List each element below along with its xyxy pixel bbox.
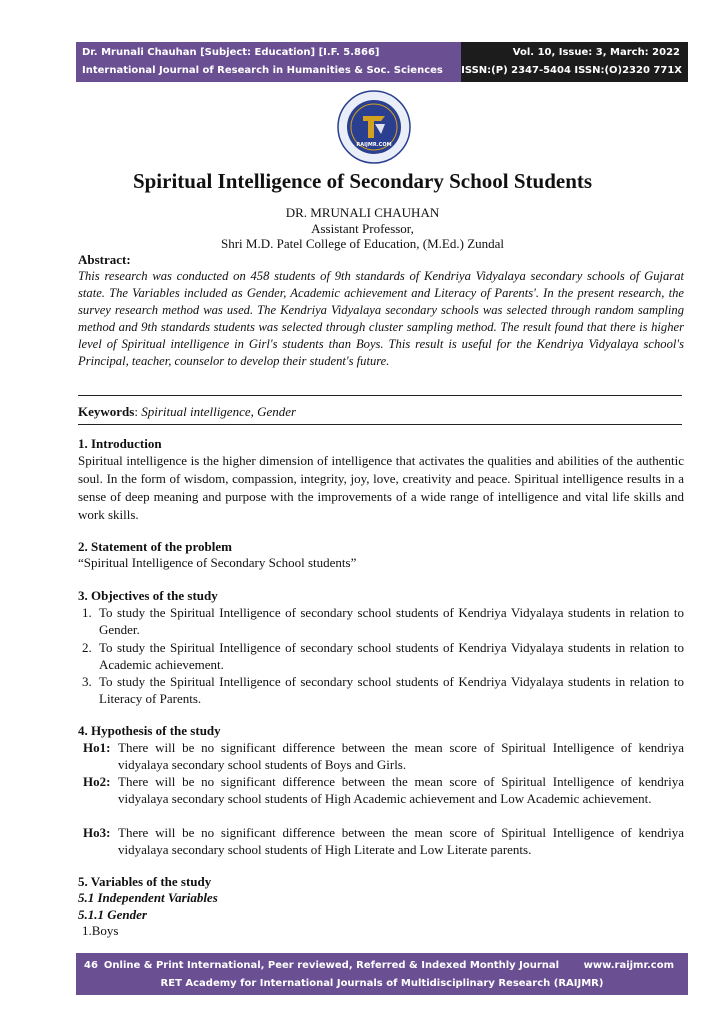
section-problem-text: “Spiritual Intelligence of Secondary School students” bbox=[78, 555, 357, 570]
objective-text: To study the Spiritual Intelligence of secondary school students of Kendriya Vidyalaya students in relation to Academic achievement. bbox=[99, 640, 684, 672]
keywords-line: Keywords: Spiritual intelligence, Gender bbox=[78, 404, 297, 419]
header-journal-name: International Journal of Research in Humanities & Soc. Sciences bbox=[82, 65, 443, 76]
author-name: DR. MRUNALI CHAUHAN bbox=[285, 205, 440, 220]
section-variables-heading: 5. Variables of the study bbox=[78, 874, 212, 889]
footer-url-link[interactable]: www.raijmr.com bbox=[583, 960, 674, 971]
objective-number: 1. bbox=[82, 605, 92, 620]
hypothesis-text: There will be no significant difference between the mean score of Spiritual Intelligence of kendriya vidyalaya secondary school students of Boys and Girls. bbox=[118, 740, 684, 772]
footer-publisher: RET Academy for International Journals of Multidisciplinary Research (RAIJMR) bbox=[160, 978, 604, 989]
header-volume-issue: Vol. 10, Issue: 3, March: 2022 bbox=[512, 47, 680, 58]
section-problem-heading: 2. Statement of the problem bbox=[78, 539, 232, 554]
hypothesis-text: There will be no significant difference between the mean score of Spiritual Intelligence of kendriya vidyalaya secondary school students of High Literate and Low Literate parents. bbox=[118, 825, 684, 857]
journal-footer bbox=[76, 953, 688, 995]
keywords-divider bbox=[78, 424, 682, 425]
hypothesis-label: Ho2: bbox=[83, 774, 111, 789]
hypothesis-label: Ho1: bbox=[83, 740, 111, 755]
hypothesis-item bbox=[83, 824, 684, 858]
abstract-text: This research was conducted on 458 students of 9th standards of Kendriya Vidyalaya secondary schools of Gujarat state. The Variables included as Gender, Academic achievement and Literacy of Parents'. In the present research, the survey research method was used. The Kendriya Vidyalaya secondary schools was selected through random sampling method and 9th standards students was selected through cluster sampling method. The result found that there is higher level of Spiritual intelligence in Girl's students than Boys. This result is useful for the Kendriya Vidyalaya school's Principal, teacher, counselor to develop their student's future. bbox=[78, 269, 684, 368]
objective-item bbox=[82, 673, 684, 707]
keywords-text: Spiritual intelligence, Gender bbox=[141, 404, 297, 419]
journal-header bbox=[76, 42, 688, 82]
footer-journal-description: Online & Print International, Peer reviewed, Referred & Indexed Monthly Journal bbox=[103, 960, 560, 971]
hypothesis-label: Ho3: bbox=[83, 825, 111, 840]
objective-number: 3. bbox=[82, 674, 92, 689]
footer-line1 bbox=[84, 960, 559, 971]
header-author-subject: Dr. Mrunali Chauhan [Subject: Education] [I.F. 5.866] bbox=[82, 47, 380, 58]
author-institution: Shri M.D. Patel College of Education, (M.Ed.) Zundal bbox=[220, 236, 505, 251]
abstract-heading: Abstract: bbox=[78, 252, 131, 267]
objective-item bbox=[82, 604, 684, 638]
hypothesis-item bbox=[83, 773, 684, 807]
section-introduction-heading: 1. Introduction bbox=[78, 436, 162, 451]
header-issn: ISSN:(P) 2347-5404 ISSN:(O)2320 771X bbox=[461, 65, 682, 76]
abstract-divider bbox=[78, 395, 682, 396]
page-number: 46 bbox=[84, 960, 98, 971]
objective-item bbox=[82, 639, 684, 673]
objective-text: To study the Spiritual Intelligence of secondary school students of Kendriya Vidyalaya students in relation to Literacy of Parents. bbox=[99, 674, 684, 706]
section-objectives-heading: 3. Objectives of the study bbox=[78, 588, 218, 603]
author-position: Assistant Professor, bbox=[311, 221, 414, 236]
variable-item-boys: 1.Boys bbox=[82, 923, 119, 938]
header-left-band bbox=[76, 42, 461, 82]
hypothesis-item bbox=[83, 739, 684, 773]
objective-text: To study the Spiritual Intelligence of secondary school students of Kendriya Vidyalaya students in relation to Gender. bbox=[99, 605, 684, 637]
subsection-gender: 5.1.1 Gender bbox=[78, 907, 147, 922]
header-right-band bbox=[461, 42, 688, 82]
subsection-independent-variables: 5.1 Independent Variables bbox=[78, 890, 218, 905]
logo-text: RAIJMR.COM bbox=[356, 142, 392, 148]
objective-number: 2. bbox=[82, 640, 92, 655]
keywords-label: Keywords bbox=[78, 404, 135, 419]
paper-title: Spiritual Intelligence of Secondary School Students bbox=[132, 169, 593, 193]
section-hypothesis-heading: 4. Hypothesis of the study bbox=[78, 723, 221, 738]
journal-logo bbox=[337, 90, 411, 164]
section-introduction-text: Spiritual intelligence is the higher dimension of intelligence that activates the qualities and abilities of the authentic soul. In the form of wisdom, compassion, integrity, joy, love, creativity and peace. Spiritual intelligence results in a sense of deep meaning and purpose with the improvements of a wide range of intelligence and vital life skills and work skills. bbox=[78, 453, 684, 522]
hypothesis-text: There will be no significant difference between the mean score of Spiritual Intelligence of kendriya vidyalaya secondary school students of High Academic achievement and Low Academic achievement. bbox=[118, 774, 684, 806]
